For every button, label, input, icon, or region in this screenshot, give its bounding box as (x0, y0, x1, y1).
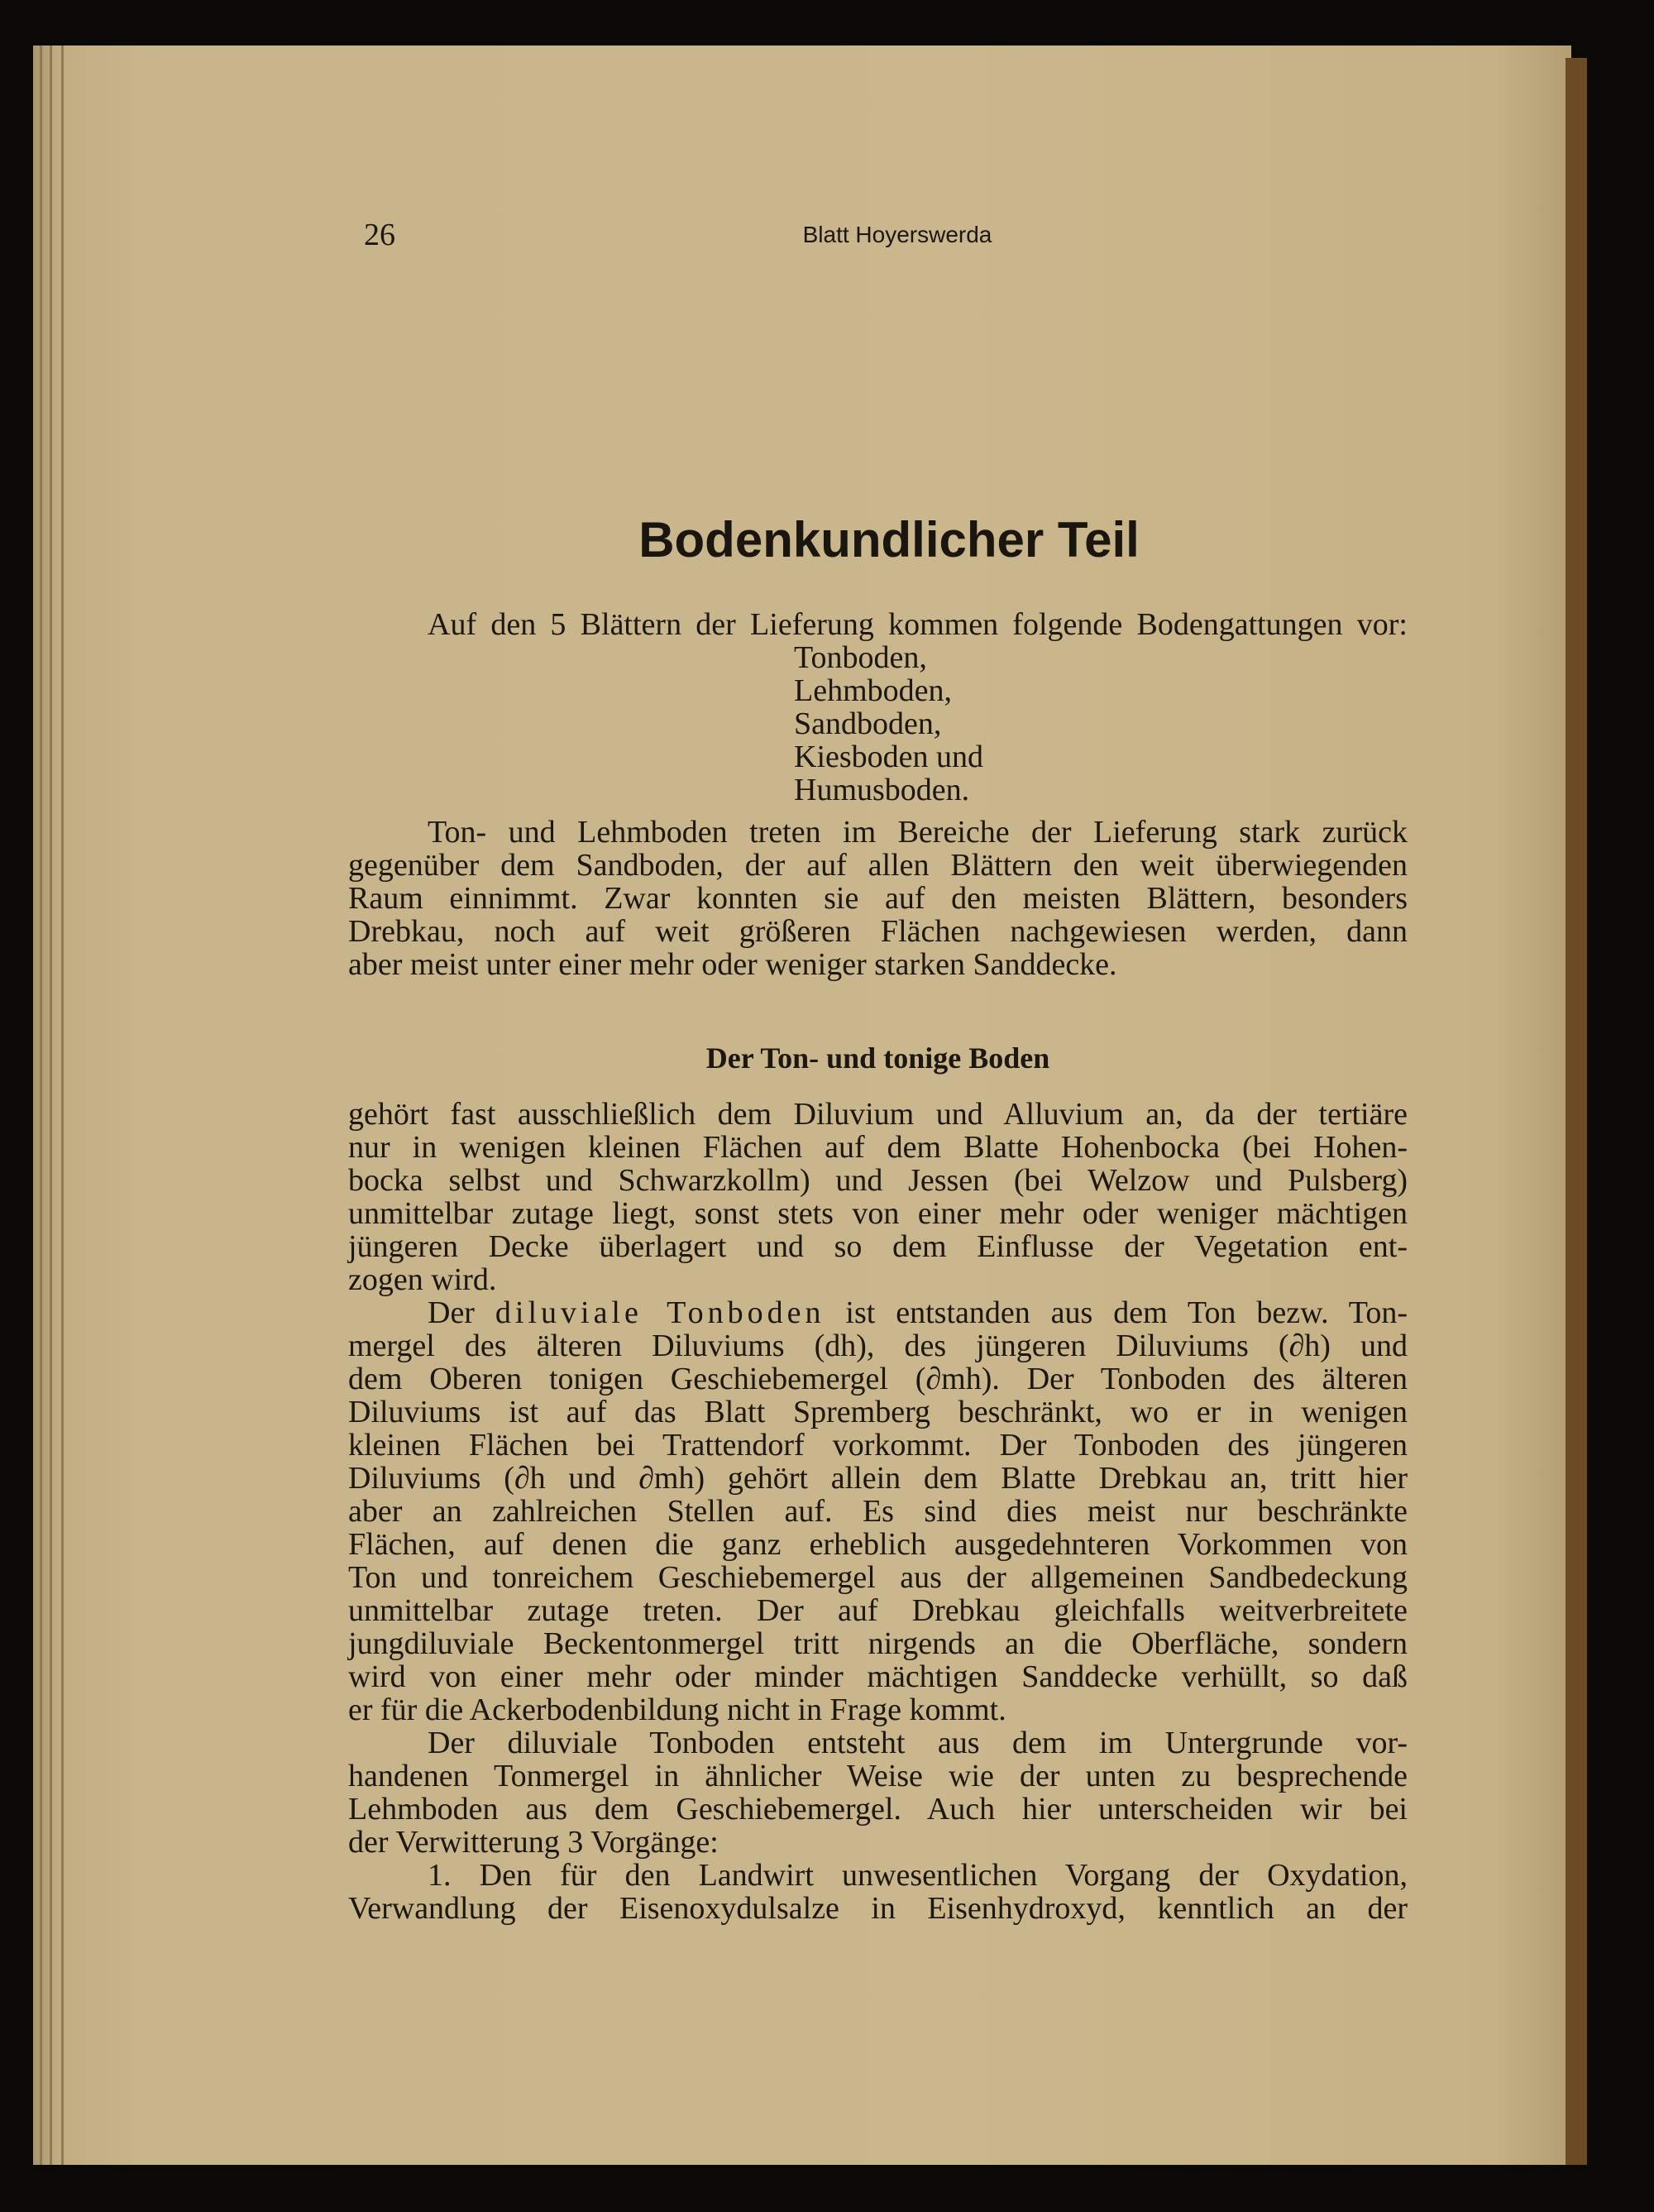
text-line: 1. Den für den Landwirt unwesentlichen Vorgang der Oxydation, (428, 1858, 1408, 1893)
text-line: aber an zahlreichen Stellen auf. Es sind dies meist nur beschränkte (348, 1494, 1408, 1529)
emphasized-term: diluviale Tonboden (495, 1295, 825, 1330)
text-line: mergel des älteren Diluviums (dh), des jüngeren Diluviums (∂h) und (348, 1329, 1408, 1363)
text-line: unmittelbar zutage liegt, sonst stets von einer mehr oder weniger mächtigen (348, 1196, 1408, 1231)
text-line: wird von einer mehr oder minder mächtigen Sanddecke verhüllt, so daß (348, 1659, 1408, 1694)
text-line: jungdiluviale Beckentonmergel tritt nirgends an die Oberfläche, sondern (348, 1626, 1408, 1661)
text-line: nur in wenigen kleinen Flächen auf dem Blatte Hohenbocka (bei Hohen- (348, 1130, 1408, 1165)
subheading: Der Ton- und tonige Boden (705, 1041, 1050, 1075)
text-line: Raum einnimmt. Zwar konnten sie auf den meisten Blättern, besonders (348, 881, 1408, 916)
text-line: zogen wird. (348, 1262, 497, 1297)
text-line: aber meist unter einer mehr oder weniger starken Sanddecke. (348, 947, 1117, 982)
soil-type: Kiesboden und (794, 740, 984, 774)
text-line: kleinen Flächen bei Trattendorf vorkommt. Der Tonboden des jüngeren (348, 1428, 1408, 1463)
soil-type: Tonboden, (794, 640, 927, 675)
soil-type: Sandboden, (794, 706, 942, 741)
text-line: unmittelbar zutage treten. Der auf Drebkau gleichfalls weitverbreitete (348, 1593, 1408, 1628)
soil-type: Humusboden. (794, 773, 970, 807)
paragraph (348, 816, 1408, 981)
text-line: bocka selbst und Schwarzkollm) und Jessen (bei Welzow und Pulsberg) (348, 1163, 1408, 1198)
text-line: er für die Ackerbodenbildung nicht in Frage kommt. (348, 1693, 1006, 1727)
text-segment: Der (428, 1295, 495, 1330)
soil-type: Lehmboden, (794, 673, 953, 708)
text-line: der Verwitterung 3 Vorgänge: (348, 1825, 719, 1860)
text-line: Der diluviale Tonboden entsteht aus dem im Untergrunde vor- (428, 1726, 1408, 1760)
section-title: Bodenkundlicher Teil (638, 512, 1140, 567)
text-line: Verwandlung der Eisenoxydulsalze in Eisenhydroxyd, kenntlich an der (348, 1891, 1408, 1926)
text-line: Diluviums ist auf das Blatt Spremberg beschränkt, wo er in wenigen (348, 1395, 1408, 1429)
text-segment: ist entstanden aus dem Ton bezw. Ton- (825, 1295, 1408, 1330)
page-edge (50, 45, 52, 2165)
text-line: Drebkau, noch auf weit größeren Flächen nachgewiesen werden, dann (348, 914, 1408, 949)
text-line: jüngeren Decke überlagert und so dem Einflusse der Vegetation ent- (348, 1229, 1408, 1264)
running-title: Blatt Hoyerswerda (802, 222, 992, 247)
text-line (348, 1296, 1408, 1329)
text-line: Diluviums (∂h und ∂mh) gehört allein dem Blatte Drebkau an, tritt hier (348, 1461, 1408, 1496)
scan-border (1587, 0, 1654, 2212)
text-line: Ton und tonreichem Geschiebemergel aus der allgemeinen Sandbedeckung (348, 1560, 1408, 1595)
text-line: Flächen, auf denen die ganz erheblich ausgedehnteren Vorkommen von (348, 1527, 1408, 1562)
text-line: gegenüber dem Sandboden, der auf allen Blättern den weit überwiegenden (348, 848, 1408, 883)
page-number: 26 (364, 218, 395, 252)
intro (348, 608, 1408, 807)
text-line: handenen Tonmergel in ähnlicher Weise wie der unten zu besprechende (348, 1759, 1408, 1793)
body-text (348, 1098, 1408, 1925)
intro-lead: Auf den 5 Blättern der Lieferung kommen folgende Bodengattungen vor: (428, 607, 1408, 642)
page-edge (40, 45, 42, 2165)
soil-type-list (348, 641, 1408, 807)
text-line: Ton- und Lehmboden treten im Bereiche der Lieferung stark zurück (428, 815, 1408, 850)
text-line: dem Oberen tonigen Geschiebemergel (∂mh). Der Tonboden des älteren (348, 1362, 1408, 1396)
page-edge (61, 45, 64, 2165)
book-spine (1566, 58, 1587, 2165)
text-line: gehört fast ausschließlich dem Diluvium und Alluvium an, da der tertiäre (348, 1097, 1408, 1132)
text-line: Lehmboden aus dem Geschiebemergel. Auch hier unterscheiden wir bei (348, 1792, 1408, 1827)
